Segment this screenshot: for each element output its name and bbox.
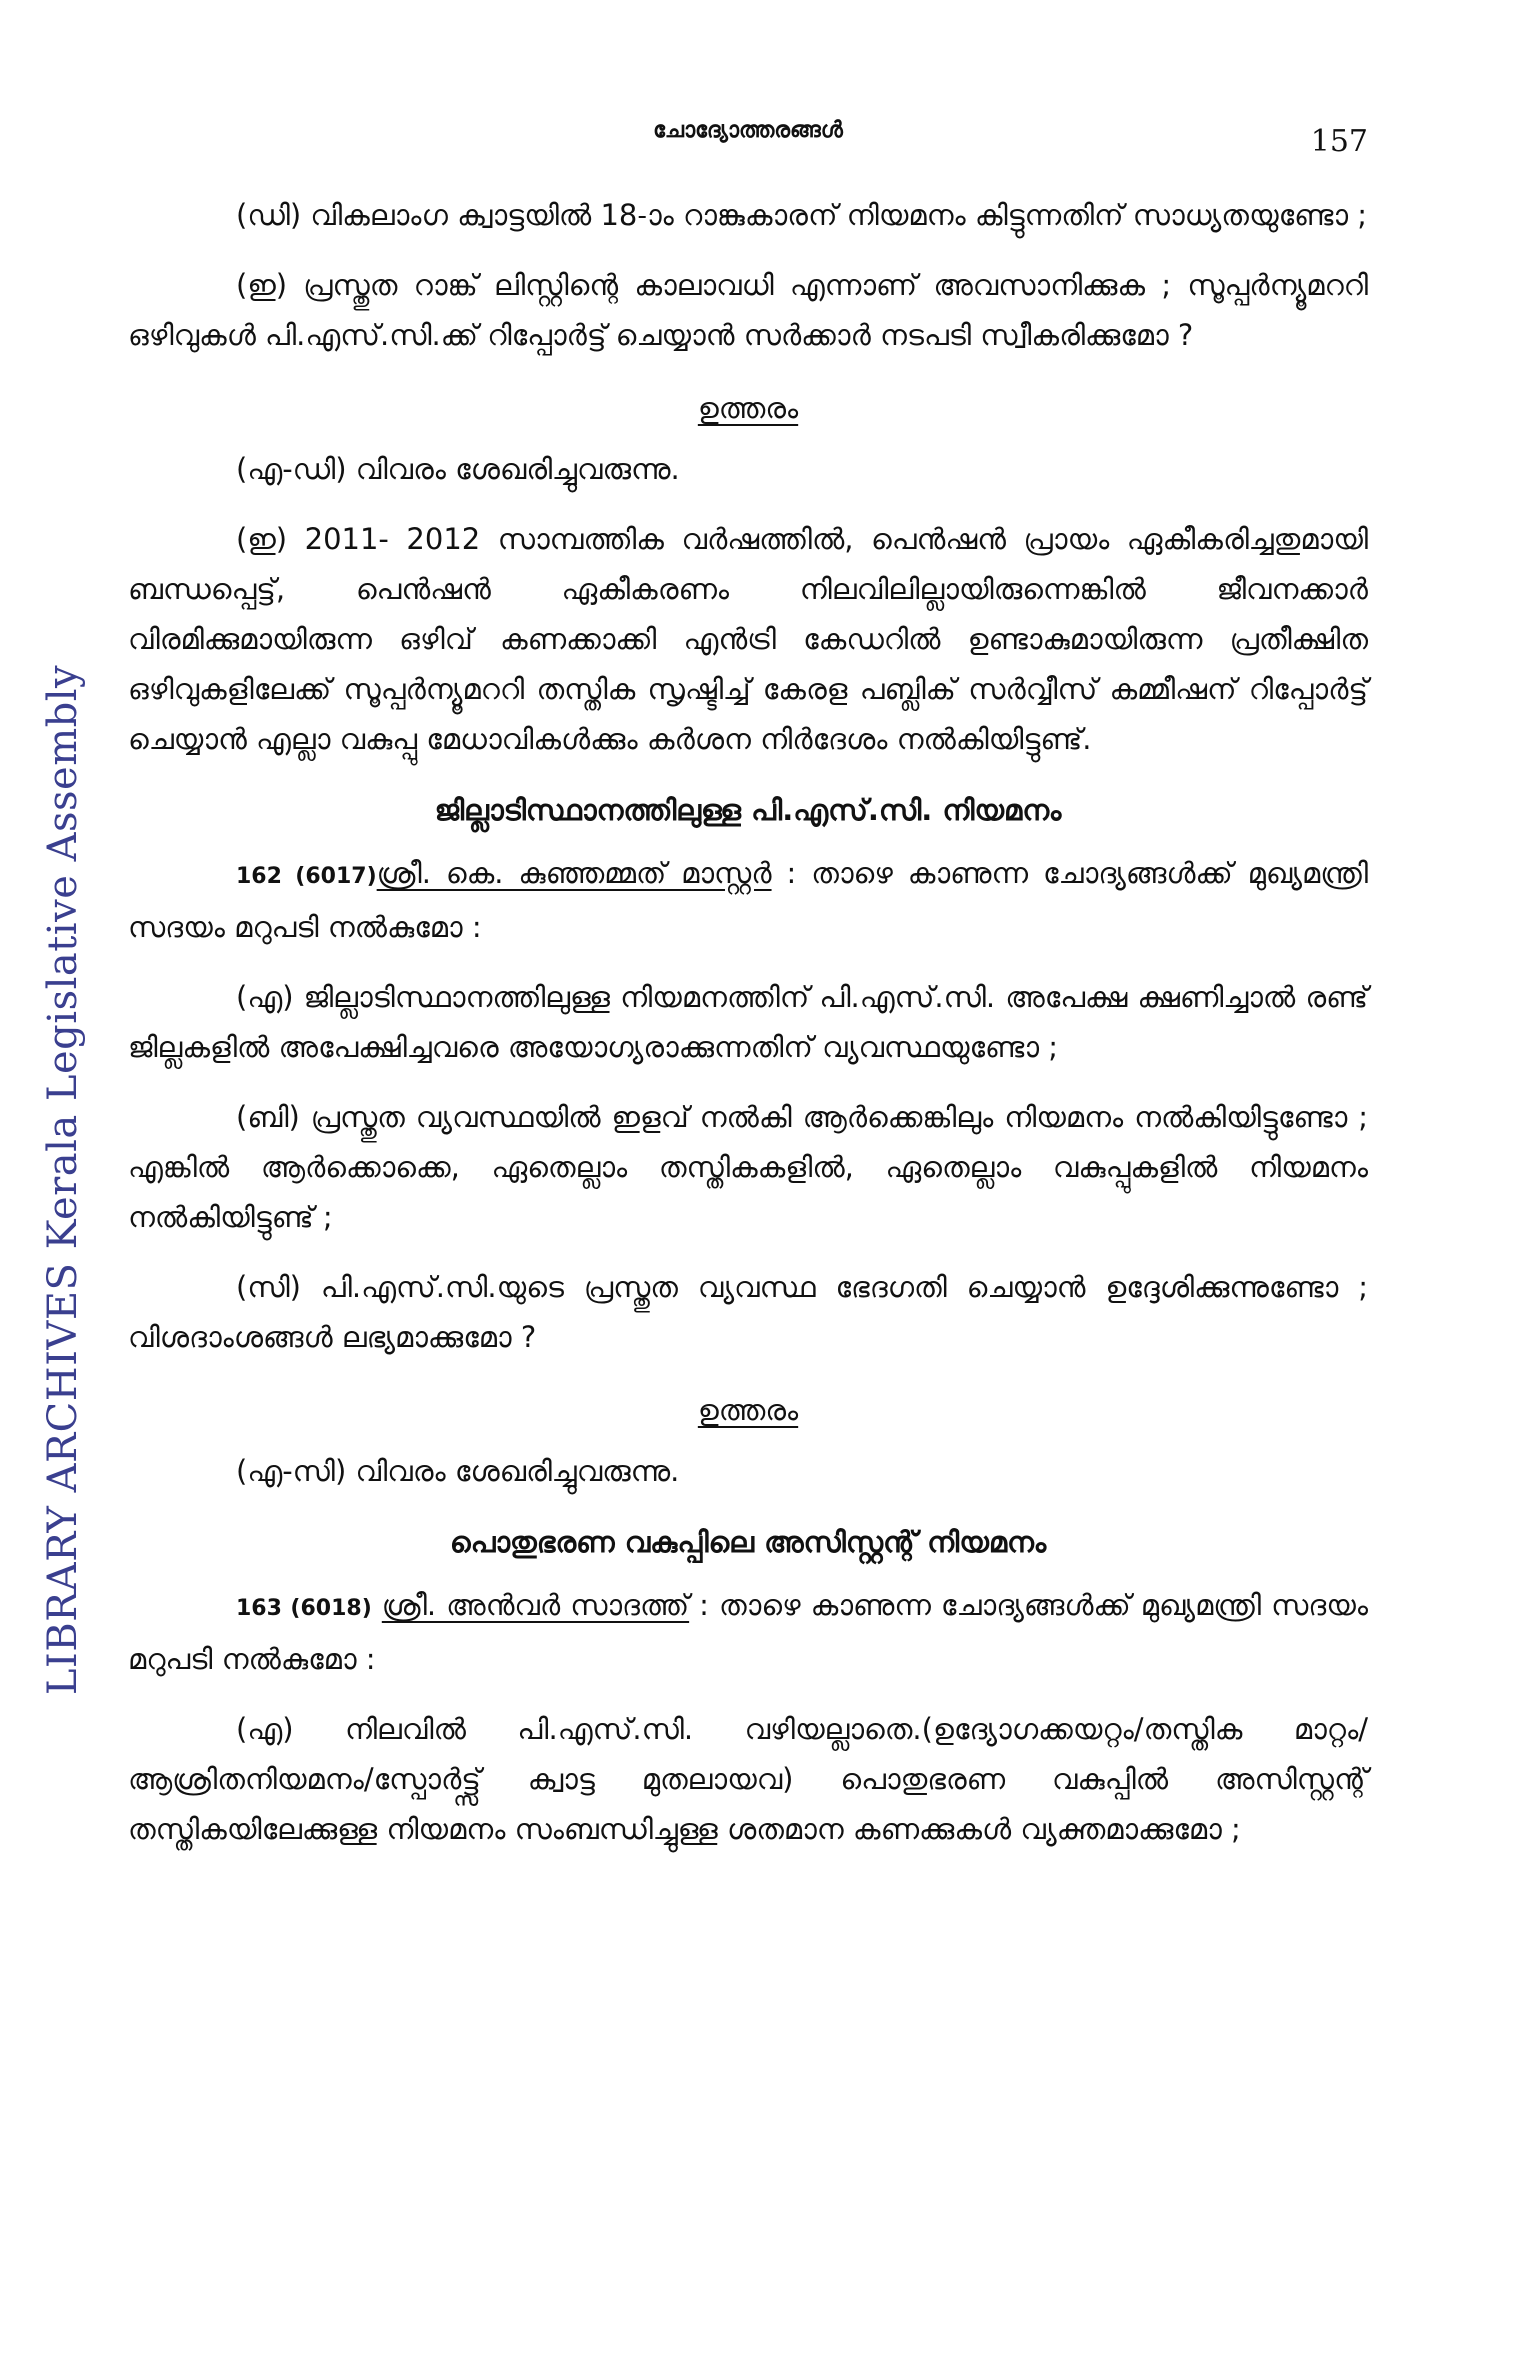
q163-member: ശ്രീ. അൻവർ സാദത്ത് bbox=[381, 1588, 690, 1622]
answer-heading-text: ഉത്തരം bbox=[697, 1393, 799, 1427]
q163-number: 163 (6018) bbox=[236, 1596, 372, 1621]
q161-part-d: (ഡി) വികലാംഗ ക്വാട്ടയിൽ 18-ാം റാങ്കുകാരന് നിയമനം കിട്ടുന്നതിന് സാധ്യതയുണ്ടോ ; bbox=[236, 198, 1368, 232]
page-number: 157 bbox=[1310, 124, 1368, 159]
q163-intro bbox=[128, 1580, 1368, 1684]
q162-part-b: (ബി) പ്രസ്തുത വ്യവസ്ഥയിൽ ഇളവ് നൽകി ആർക്കെങ്കിലും നിയമനം നൽകിയിട്ടുണ്ടോ ; എങ്കിൽ ആർക്കൊക്കെ, ഏതെല്ലാം തസ്തികകളിൽ, ഏതെല്ലാം വകുപ്പുകളിൽ നിയമനം നൽകിയിട്ടുണ്ട് ; bbox=[128, 1100, 1368, 1234]
q161-answer-heading bbox=[128, 386, 1368, 430]
q162-intro bbox=[128, 848, 1368, 952]
q162-answer-heading bbox=[128, 1388, 1368, 1432]
q163-subject-heading: പൊതുഭരണ വകുപ്പിലെ അസിസ്റ്റന്റ് നിയമനം bbox=[449, 1525, 1047, 1559]
q162-answer-a-c: (എ-സി) വിവരം ശേഖരിച്ചുവരുന്നു. bbox=[236, 1454, 680, 1488]
q163-part-a: (എ) നിലവിൽ പി.എസ്.സി. വഴിയല്ലാതെ.(ഉദ്യോഗക്കയറ്റം/തസ്തിക മാറ്റം/ആശ്രിതനിയമനം/സ്പോർട്ട്സ് ക്വാട്ട മുതലായവ) പൊതുഭരണ വകുപ്പിൽ അസിസ്റ്റന്റ് തസ്തികയിലേക്കുള്ള നിയമനം സംബന്ധിച്ചുള്ള ശതമാന കണക്കുകൾ വ്യക്തമാക്കുമോ ; bbox=[128, 1712, 1368, 1846]
q162-part-c: (സി) പി.എസ്.സി.യുടെ പ്രസ്തുത വ്യവസ്ഥ ഭേദഗതി ചെയ്യാൻ ഉദ്ദേശിക്കുന്നുണ്ടോ ; വിശദാംശങ്ങൾ ലഭ്യമാക്കുമോ ? bbox=[128, 1270, 1368, 1354]
archive-watermark bbox=[28, 640, 98, 1720]
watermark-text: LIBRARY ARCHIVES Kerala Legislative Assembly bbox=[40, 664, 86, 1696]
q163-intro-text: : താഴെ കാണുന്ന ചോദ്യങ്ങൾക്ക് മുഖ്യമന്ത്രി സദയം മറുപടി നൽകുമോ : bbox=[128, 1588, 1369, 1676]
q161-answer-e: (ഇ) 2011- 2012 സാമ്പത്തിക വർഷത്തിൽ, പെൻഷൻ പ്രായം ഏകീകരിച്ചതുമായി ബന്ധപ്പെട്ട്, പെൻഷൻ ഏകീകരണം നിലവിലില്ലായിരുന്നെങ്കിൽ ജീവനക്കാർ വിരമിക്കുമായിരുന്ന ഒഴിവ് കണക്കാക്കി എൻട്രി കേഡറിൽ ഉണ്ടാകുമായിരുന്ന പ്രതീക്ഷിത ഒഴിവുകളിലേക്ക് സൂപ്പർന്യൂമററി തസ്തിക സൃഷ്ടിച്ച് കേരള പബ്ലിക് സർവ്വീസ് കമ്മീഷന് റിപ്പോർട്ട് ചെയ്യാൻ എല്ലാ വകുപ്പു മേധാവികൾക്കും കർശന നിർദേശം നൽകിയിട്ടുണ്ട്. bbox=[128, 522, 1368, 756]
q162-subject-heading: ജില്ലാടിസ്ഥാനത്തിലുള്ള പി.എസ്.സി. നിയമനം bbox=[434, 793, 1062, 827]
running-title: ചോദ്യോത്തരങ്ങൾ bbox=[653, 118, 843, 143]
q162-member: ശ്രീ. കെ. കുഞ്ഞമ്മത് മാസ്റ്റർ bbox=[376, 856, 772, 890]
q161-answer-a-d: (എ-ഡി) വിവരം ശേഖരിച്ചുവരുന്നു. bbox=[236, 452, 680, 486]
q162-part-a: (എ) ജില്ലാടിസ്ഥാനത്തിലുള്ള നിയമനത്തിന് പി.എസ്.സി. അപേക്ഷ ക്ഷണിച്ചാൽ രണ്ട് ജില്ലകളിൽ അപേക്ഷിച്ചവരെ അയോഗ്യരാക്കുന്നതിന് വ്യവസ്ഥയുണ്ടോ ; bbox=[128, 980, 1368, 1064]
running-header bbox=[128, 110, 1368, 170]
q162-number: 162 (6017) bbox=[236, 864, 377, 889]
document-page bbox=[128, 110, 1368, 1854]
q162-intro-text: : താഴെ കാണുന്ന ചോദ്യങ്ങൾക്ക് മുഖ്യമന്ത്രി സദയം മറുപടി നൽകുമോ : bbox=[128, 856, 1369, 944]
q161-part-e: (ഇ) പ്രസ്തുത റാങ്ക് ലിസ്റ്റിന്റെ കാലാവധി എന്നാണ് അവസാനിക്കുക ; സൂപ്പർന്യൂമററി ഒഴിവുകൾ പി.എസ്.സി.ക്ക് റിപ്പോർട്ട് ചെയ്യാൻ സർക്കാർ നടപടി സ്വീകരിക്കുമോ ? bbox=[128, 268, 1368, 352]
answer-heading-text: ഉത്തരം bbox=[697, 391, 799, 425]
